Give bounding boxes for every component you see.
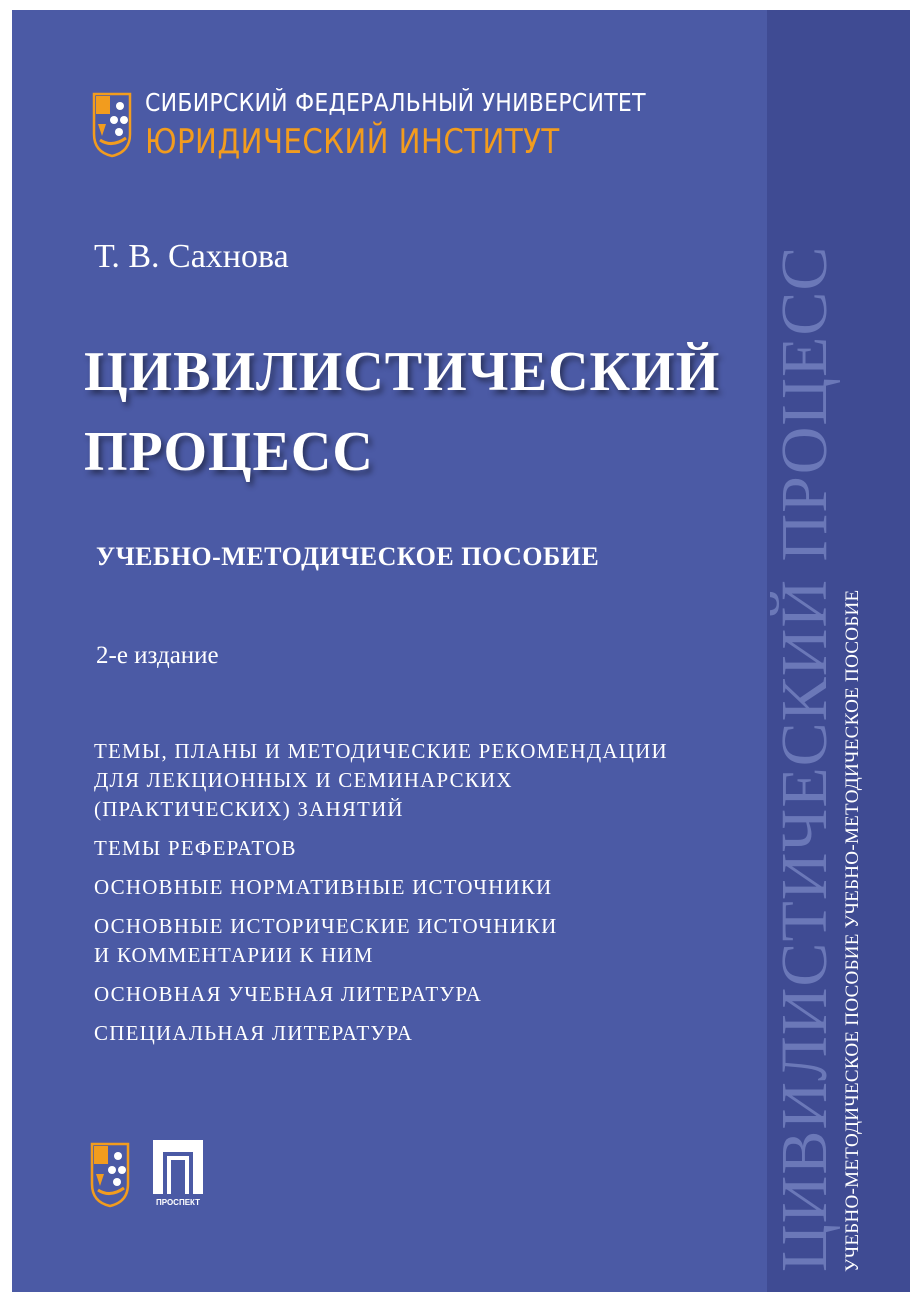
book-title-line-1: ЦИВИЛИСТИЧЕСКИЙ — [84, 341, 721, 403]
contents-item: ТЕМЫ РЕФЕРАТОВ — [94, 836, 297, 860]
university-name: СИБИРСКИЙ ФЕДЕРАЛЬНЫЙ УНИВЕРСИТЕТ — [145, 88, 646, 117]
university-emblem-icon — [92, 90, 132, 158]
author-name: Т. В. Сахнова — [94, 238, 289, 275]
contents-item: ОСНОВНЫЕ ИСТОРИЧЕСКИЕ ИСТОЧНИКИ И КОММЕНТАРИИ К НИМ — [94, 914, 558, 967]
edition-label: 2-е издание — [96, 642, 219, 669]
spine-subtitle: УЧЕБНО-МЕТОДИЧЕСКОЕ ПОСОБИЕ УЧЕБНО-МЕТОДИЧЕСКОЕ ПОСОБИЕ — [842, 589, 863, 1272]
contents-list — [94, 737, 734, 1058]
contents-item: СПЕЦИАЛЬНАЯ ЛИТЕРАТУРА — [94, 1021, 414, 1045]
publisher-name: ПРОСПЕКТ — [155, 1198, 201, 1207]
spine-title: ЦИВИЛИСТИЧЕСКИЙ ПРОЦЕСС — [768, 245, 841, 1272]
contents-item: ОСНОВНЫЕ НОРМАТИВНЫЕ ИСТОЧНИКИ — [94, 875, 553, 899]
book-title-line-2: ПРОЦЕСС — [84, 421, 374, 483]
contents-item: ОСНОВНАЯ УЧЕБНАЯ ЛИТЕРАТУРА — [94, 982, 482, 1006]
contents-item: ТЕМЫ, ПЛАНЫ И МЕТОДИЧЕСКИЕ РЕКОМЕНДАЦИИ ДЛЯ ЛЕКЦИОННЫХ И СЕМИНАРСКИХ (ПРАКТИЧЕСКИХ) ЗАНЯТИЙ — [94, 739, 668, 821]
book-title — [84, 332, 720, 492]
book-cover — [12, 10, 910, 1292]
institute-name: ЮРИДИЧЕСКИЙ ИНСТИТУТ — [145, 122, 560, 162]
book-subtitle: УЧЕБНО-МЕТОДИЧЕСКОЕ ПОСОБИЕ — [96, 542, 600, 571]
university-emblem-icon — [90, 1140, 130, 1208]
